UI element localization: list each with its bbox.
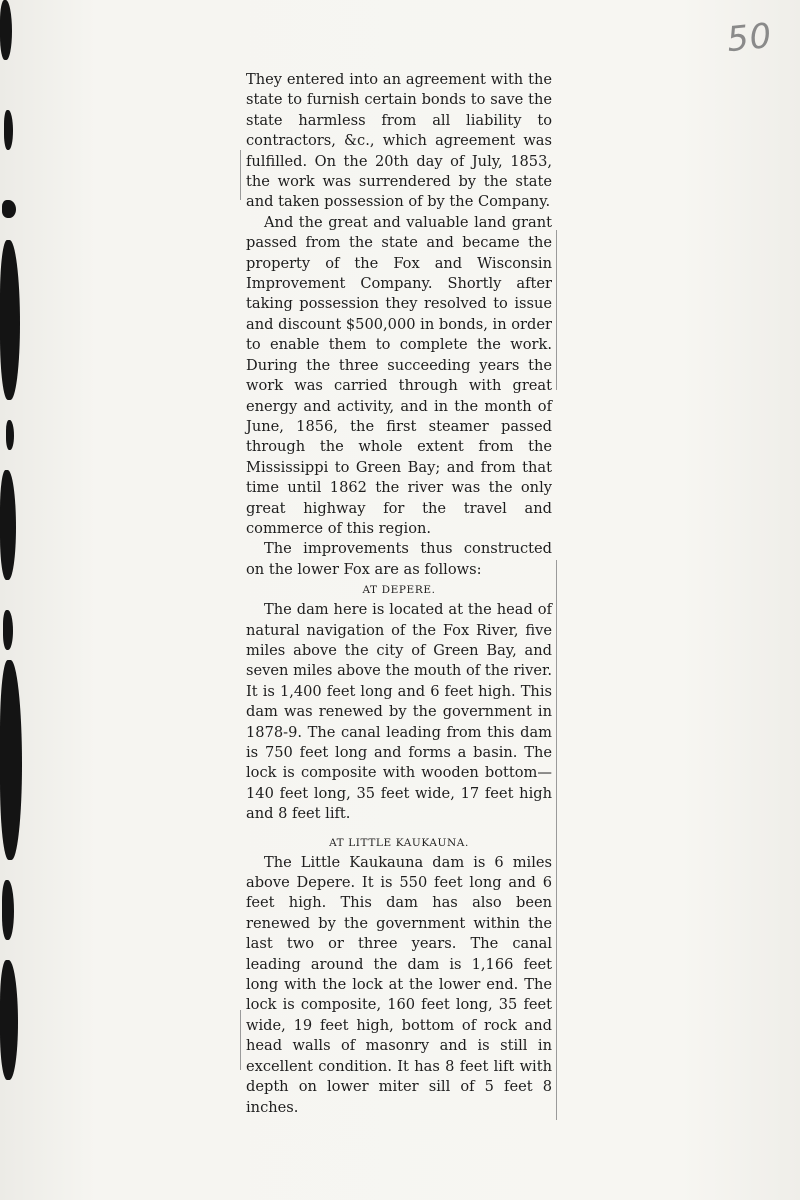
paragraph: They entered into an agreement with the state to furnish certain bonds to save the state harmless from all liability to contractors, &c., which agreement was fulfilled. On the 20th day of July, 1853, the work was surrendered by the state and taken possession of by the Company. bbox=[246, 71, 552, 211]
article-column bbox=[246, 70, 552, 1118]
handwritten-page-number: 50 bbox=[724, 15, 774, 61]
section-heading-depere: AT DEPERE. bbox=[362, 584, 436, 597]
scan-edge bbox=[0, 0, 26, 1200]
paragraph: The dam here is located at the head of natural navigation of the Fox River, five miles above the city of Green Bay, and seven miles above the mouth of the river. It is 1,400 feet long and 6 feet high. This dam was renewed by the government in 1878-9. The canal leading from this dam is 750 feet long and forms a basin. The lock is composite with wooden bottom—140 feet long, 35 feet wide, 17 feet high and 8 feet lift. bbox=[246, 601, 552, 823]
column-rule bbox=[556, 230, 557, 390]
column-rule bbox=[240, 1010, 241, 1070]
paragraph: The improvements thus constructed on the lower Fox are as follows: bbox=[246, 540, 552, 578]
column-rule bbox=[240, 150, 241, 200]
column-rule bbox=[556, 560, 557, 1120]
paragraph: And the great and valuable land grant passed from the state and became the property of the Fox and Wisconsin Improvement Company. Shortly after taking possession they resolved to issue and discount $500,000 in bonds, in order to enable them to complete the work. During the three succeeding years the work was carried through with great energy and activity, and in the month of June, 1856, the first steamer passed through the whole extent from the Mississippi to Green Bay; and from that time until 1862 the river was the only great highway for the travel and commerce of this region. bbox=[246, 213, 552, 537]
paragraph: The Little Kaukauna dam is 6 miles above Depere. It is 550 feet long and 6 feet high. This dam has also been renewed by the government within the last two or three years. The canal leading around the dam is 1,166 feet long with the lock at the lower end. The lock is composite, 160 feet long, 35 feet wide, 19 feet high, bottom of rock and head walls of masonry and is still in excellent condition. It has 8 feet lift with depth on lower miter sill of 5 feet 8 inches. bbox=[246, 853, 552, 1116]
section-heading-little-kaukauna: AT LITTLE KAUKAUNA. bbox=[329, 836, 469, 849]
